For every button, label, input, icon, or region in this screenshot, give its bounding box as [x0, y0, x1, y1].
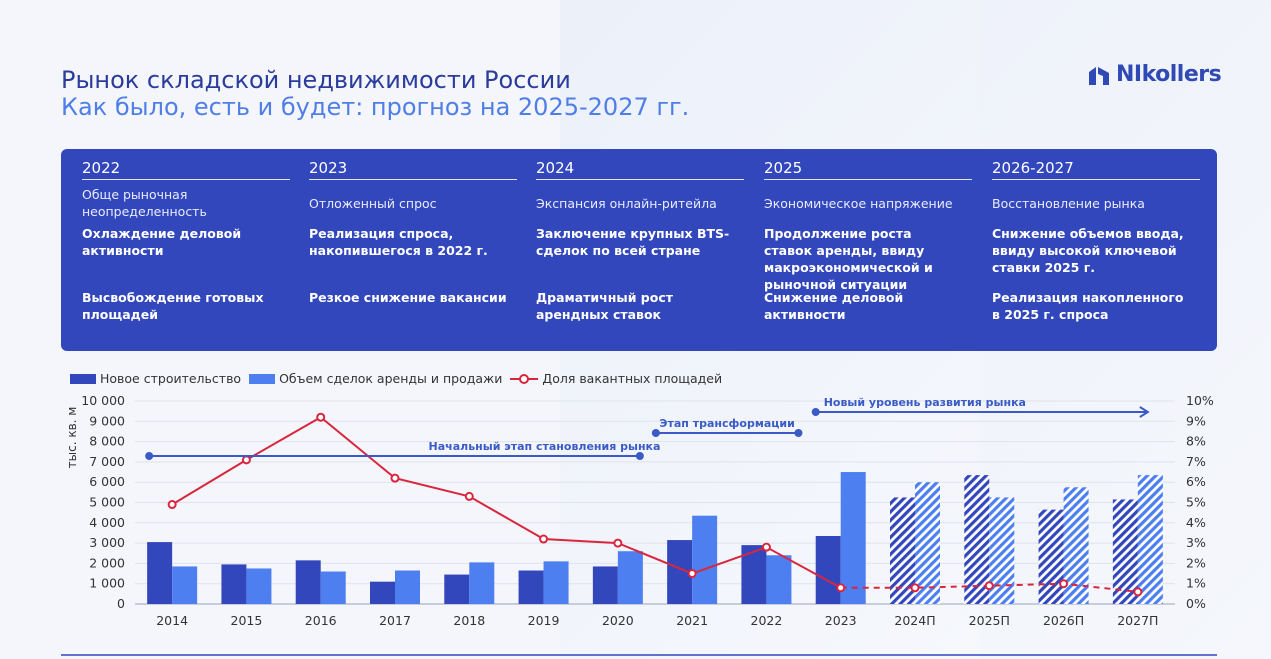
y2-tick-label: 10%: [1186, 393, 1214, 408]
y-tick-label: 5 000: [89, 494, 125, 510]
timeline-point: Резкое снижение вакансии: [309, 290, 507, 305]
timeline-theme: Экономическое напряжение: [764, 196, 953, 211]
x-tick-label: 2025П: [968, 613, 1010, 628]
bar-deals: [321, 572, 346, 604]
x-tick-label: 2021: [676, 613, 709, 628]
phase-start-marker: [145, 452, 153, 460]
y-tick-label: 0: [117, 596, 125, 611]
bar-deals: [246, 568, 271, 604]
timeline-year: 2025: [764, 159, 803, 177]
y-tick-label: 6 000: [89, 474, 125, 490]
y-tick-label: 7 000: [89, 453, 125, 469]
phase-label: Начальный этап становления рынка: [428, 440, 661, 453]
y2-tick-label: 7%: [1186, 453, 1206, 469]
vacancy-point: [243, 456, 250, 463]
vacancy-point: [912, 584, 919, 591]
vacancy-point: [317, 414, 324, 421]
vacancy-point: [614, 540, 621, 547]
timeline-point: Реализация спроса, накопившегося в 2022 г.: [309, 226, 488, 258]
phase-start-marker: [812, 408, 820, 416]
phase-start-marker: [652, 429, 660, 437]
x-tick-label: 2022: [750, 613, 783, 628]
phase-end-marker: [794, 429, 802, 437]
y-tick-label: 8 000: [89, 433, 125, 449]
timeline-theme: Восстановление рынка: [992, 196, 1145, 211]
logo-text: NIkollers: [1116, 62, 1222, 87]
timeline-theme: Экспансия онлайн-ритейла: [536, 196, 717, 211]
bar-new-construction: [370, 582, 395, 604]
vacancy-point: [540, 536, 547, 543]
bar-deals: [618, 551, 643, 604]
timeline-point: Снижение деловой активности: [764, 290, 904, 322]
y2-tick-label: 6%: [1186, 474, 1206, 490]
y2-tick-label: 5%: [1186, 494, 1206, 510]
bar-deals: [692, 516, 717, 604]
y-tick-label: 2 000: [89, 555, 125, 571]
vacancy-point: [1060, 580, 1067, 587]
vacancy-point: [169, 501, 176, 508]
y2-tick-label: 0%: [1186, 596, 1206, 611]
bar-new-construction: [147, 542, 172, 604]
phase-label: Новый уровень развития рынка: [823, 396, 1026, 409]
bar-deals: [841, 472, 866, 604]
y2-tick-label: 8%: [1186, 433, 1206, 449]
bar-new-construction: [444, 575, 469, 604]
page-subtitle: Как было, есть и будет: прогноз на 2025-2027 гг.: [61, 93, 690, 121]
x-tick-label: 2016: [304, 613, 337, 628]
legend-label: Объем сделок аренды и продажи: [279, 371, 503, 386]
legend-label: Новое строительство: [100, 371, 242, 386]
vacancy-point: [1134, 588, 1141, 595]
bar-new-construction: [816, 536, 841, 604]
timeline-year: 2022: [82, 159, 121, 177]
bar-new-construction: [296, 560, 321, 604]
y-tick-label: 9 000: [89, 413, 125, 429]
timeline-point: Реализация накопленного в 2025 г. спроса: [992, 290, 1184, 322]
y-tick-label: 1 000: [89, 575, 125, 591]
vacancy-point: [837, 584, 844, 591]
y-tick-label: 4 000: [89, 514, 125, 530]
timeline-theme: Обще рыночная неопределенность: [82, 187, 207, 219]
bar-deals: [395, 571, 420, 604]
y2-tick-label: 2%: [1186, 555, 1206, 571]
timeline-year: 2024: [536, 159, 575, 177]
bar-new-construction: [221, 564, 246, 604]
page-title: Рынок складской недвижимости России: [61, 66, 571, 94]
y-axis-label: тыс. кв. м: [65, 406, 79, 469]
timeline-theme: Отложенный спрос: [309, 196, 437, 211]
y2-tick-label: 4%: [1186, 514, 1206, 530]
timeline-year: 2023: [309, 159, 348, 177]
bar-deals: [469, 562, 494, 604]
bar-new-construction: [593, 566, 618, 604]
y2-tick-label: 3%: [1186, 535, 1206, 551]
phase-label: Этап трансформации: [659, 417, 795, 430]
timeline-point: Драматичный рост арендных ставок: [536, 290, 673, 322]
bar-new-construction: [519, 571, 544, 604]
vacancy-point: [763, 544, 770, 551]
vacancy-point: [466, 493, 473, 500]
bar-deals: [766, 555, 791, 604]
bar-deals: [1138, 475, 1163, 604]
x-tick-label: 2014: [156, 613, 189, 628]
x-tick-label: 2023: [824, 613, 857, 628]
timeline-point: Высвобождение готовых площадей: [82, 290, 264, 322]
bar-new-construction: [1039, 510, 1064, 604]
vacancy-point: [689, 570, 696, 577]
x-tick-label: 2027П: [1117, 613, 1159, 628]
y-tick-label: 10 000: [81, 393, 125, 408]
timeline-point: Снижение объемов ввода, ввиду высокой ключевой ставки 2025 г.: [992, 226, 1184, 275]
timeline-year: 2026-2027: [992, 159, 1074, 177]
bar-new-construction: [1113, 499, 1138, 604]
x-tick-label: 2018: [453, 613, 486, 628]
x-tick-label: 2017: [379, 613, 411, 628]
bar-deals: [544, 561, 569, 604]
y2-tick-label: 1%: [1186, 575, 1206, 591]
timeline-point: Заключение крупных BTS-сделок по всей стране: [536, 226, 730, 258]
y2-tick-label: 9%: [1186, 413, 1206, 429]
bar-deals: [172, 566, 197, 604]
x-tick-label: 2026П: [1042, 613, 1085, 628]
timeline-point: Охлаждение деловой активности: [82, 226, 242, 258]
x-tick-label: 2019: [527, 613, 560, 628]
legend-label: Доля вакантных площадей: [542, 371, 723, 386]
x-tick-label: 2015: [230, 613, 263, 628]
timeline-point: Продолжение роста ставок аренды, ввиду макроэкономической и рыночной ситуации: [764, 226, 933, 292]
x-tick-label: 2020: [601, 613, 634, 628]
vacancy-point: [392, 475, 399, 482]
vacancy-point: [986, 582, 993, 589]
phase-end-marker: [636, 452, 644, 460]
x-tick-label: 2024П: [894, 613, 936, 628]
y-tick-label: 3 000: [89, 535, 125, 551]
